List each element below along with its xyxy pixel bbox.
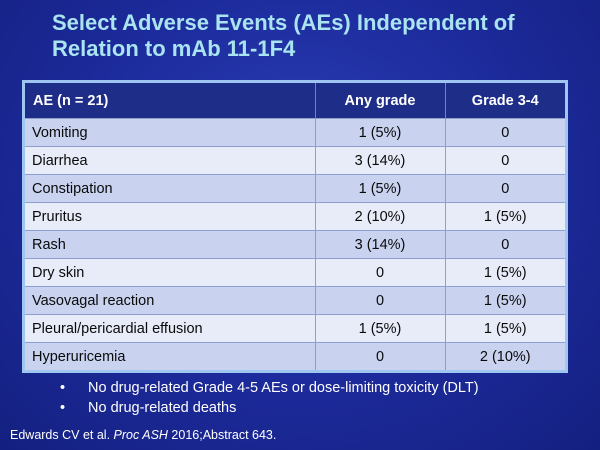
bullet-item <box>60 378 479 398</box>
bullet-text: No drug-related deaths <box>88 400 237 416</box>
table-row <box>25 203 565 231</box>
column-header-any-grade: Any grade <box>315 83 445 119</box>
any-grade-cell: 1 (5%) <box>315 175 445 203</box>
any-grade-cell: 2 (10%) <box>315 203 445 231</box>
grade-3-4-cell: 2 (10%) <box>445 343 565 371</box>
any-grade-cell: 0 <box>315 287 445 315</box>
table-header-row <box>25 83 565 119</box>
bullet-item <box>60 398 479 418</box>
ae-name-cell: Pleural/pericardial effusion <box>25 315 315 343</box>
grade-3-4-cell: 0 <box>445 147 565 175</box>
any-grade-cell: 0 <box>315 343 445 371</box>
any-grade-cell: 3 (14%) <box>315 147 445 175</box>
ae-name-cell: Pruritus <box>25 203 315 231</box>
any-grade-cell: 1 (5%) <box>315 119 445 147</box>
grade-3-4-cell: 0 <box>445 231 565 259</box>
citation-journal: Proc ASH <box>113 428 168 442</box>
table-row <box>25 147 565 175</box>
summary-bullets <box>60 378 479 418</box>
table-row <box>25 315 565 343</box>
grade-3-4-cell: 0 <box>445 175 565 203</box>
grade-3-4-cell: 1 (5%) <box>445 287 565 315</box>
ae-name-cell: Vomiting <box>25 119 315 147</box>
grade-3-4-cell: 1 (5%) <box>445 315 565 343</box>
any-grade-cell: 3 (14%) <box>315 231 445 259</box>
column-header-ae: AE (n = 21) <box>25 83 315 119</box>
citation-authors: Edwards CV et al. <box>10 428 114 442</box>
grade-3-4-cell: 1 (5%) <box>445 203 565 231</box>
bullet-dot-icon: • <box>60 380 66 396</box>
table-row <box>25 287 565 315</box>
ae-name-cell: Constipation <box>25 175 315 203</box>
slide-title: Select Adverse Events (AEs) Independent of Relation to mAb 11-1F4 <box>52 10 515 61</box>
adverse-events-table <box>22 80 568 373</box>
ae-name-cell: Diarrhea <box>25 147 315 175</box>
ae-name-cell: Rash <box>25 231 315 259</box>
table-row <box>25 175 565 203</box>
ae-name-cell: Dry skin <box>25 259 315 287</box>
any-grade-cell: 0 <box>315 259 445 287</box>
grade-3-4-cell: 0 <box>445 119 565 147</box>
table-row <box>25 119 565 147</box>
grade-3-4-cell: 1 (5%) <box>445 259 565 287</box>
ae-name-cell: Hyperuricemia <box>25 343 315 371</box>
bullet-text: No drug-related Grade 4-5 AEs or dose-limiting toxicity (DLT) <box>88 380 479 396</box>
citation <box>10 428 276 442</box>
table-row <box>25 259 565 287</box>
any-grade-cell: 1 (5%) <box>315 315 445 343</box>
citation-details: 2016;Abstract 643. <box>167 428 277 442</box>
table-row <box>25 343 565 371</box>
bullet-dot-icon: • <box>60 400 66 416</box>
ae-name-cell: Vasovagal reaction <box>25 287 315 315</box>
table-row <box>25 231 565 259</box>
column-header-grade-3-4: Grade 3-4 <box>445 83 565 119</box>
